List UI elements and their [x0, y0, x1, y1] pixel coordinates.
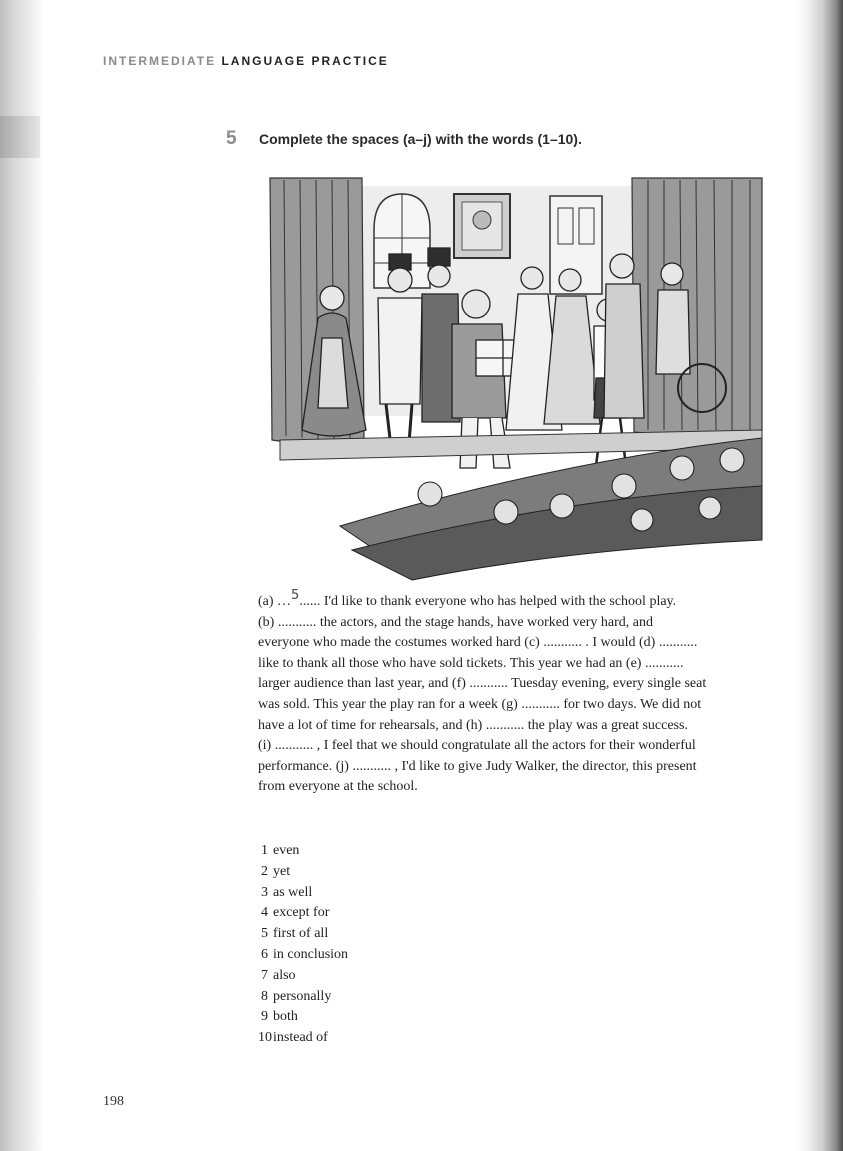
- word-list-item: [258, 966, 348, 987]
- word-text: instead of: [273, 1030, 328, 1046]
- passage-line: performance. (j) ........... , I'd like to give Judy Walker, the director, this present: [258, 758, 697, 774]
- school-play-cartoon-image: [262, 168, 778, 584]
- passage-line: from everyone at the school.: [258, 779, 418, 795]
- word-number: 10: [258, 1030, 272, 1046]
- passage-line: was sold. This year the play ran for a week (g) ........... for two days. We did not: [258, 696, 702, 712]
- page-left-edge-shadow: [0, 0, 44, 1151]
- passage-line: have a lot of time for rehearsals, and (h) ........... the play was a great success.: [258, 717, 688, 733]
- word-number: 5: [261, 926, 268, 942]
- word-text: also: [273, 967, 296, 983]
- word-list-item: [258, 945, 348, 966]
- passage-line-a: [258, 588, 798, 613]
- word-list-item: [258, 841, 348, 862]
- word-number: 4: [261, 905, 268, 921]
- word-list-item: [258, 862, 348, 883]
- word-text: except for: [273, 905, 330, 921]
- word-number: 9: [261, 1009, 268, 1025]
- page-number: 198: [103, 1094, 124, 1109]
- word-list-item: [258, 1007, 348, 1028]
- word-number: 1: [261, 843, 268, 858]
- word-number: 3: [261, 884, 268, 900]
- word-number: 7: [261, 967, 268, 983]
- word-list: [258, 841, 348, 1049]
- word-number: 2: [261, 863, 268, 879]
- exercise-instruction: Complete the spaces (a–j) with the words (1–10).: [259, 131, 582, 147]
- passage-line: everyone who made the costumes worked hard (c) ........... . I would (d) ...........: [258, 635, 698, 651]
- word-text: yet: [273, 863, 291, 879]
- word-text: first of all: [273, 926, 329, 942]
- gap-a-dots: ......: [299, 594, 321, 609]
- word-list-item: [258, 883, 348, 904]
- word-text: both: [273, 1009, 298, 1025]
- page-right-edge-shadow: [797, 0, 843, 1151]
- word-text: even: [273, 843, 300, 858]
- word-text: in conclusion: [273, 946, 349, 962]
- word-number: 8: [261, 988, 268, 1004]
- school-play-illustration: [262, 168, 778, 584]
- passage-line: (i) ........... , I feel that we should congratulate all the actors for their wonderful: [258, 738, 696, 754]
- word-list-item: [258, 903, 348, 924]
- running-head: [103, 54, 389, 68]
- word-list-item: [258, 987, 348, 1008]
- passage-text: [258, 588, 798, 798]
- running-head-book-level: INTERMEDIATE: [103, 54, 217, 68]
- handwritten-answer: 5: [291, 588, 300, 603]
- exercise-number: 5: [226, 128, 237, 149]
- word-text: as well: [273, 884, 313, 900]
- passage-line: (b) ........... the actors, and the stage hands, have worked very hard, and: [258, 614, 653, 630]
- gap-a-text: I'd like to thank everyone who has helped with the school play.: [320, 594, 677, 609]
- running-head-book-title: LANGUAGE PRACTICE: [221, 54, 389, 68]
- word-text: personally: [273, 988, 332, 1004]
- word-list-item: [258, 1028, 348, 1049]
- word-list-item: [258, 924, 348, 945]
- gap-a-label: (a) …: [258, 594, 292, 609]
- word-number: 6: [261, 946, 268, 962]
- passage-line: larger audience than last year, and (f) ........... Tuesday evening, every single seat: [258, 676, 707, 692]
- passage-line: like to thank all those who have sold tickets. This year we had an (e) ...........: [258, 655, 684, 671]
- left-edge-band: [0, 116, 40, 158]
